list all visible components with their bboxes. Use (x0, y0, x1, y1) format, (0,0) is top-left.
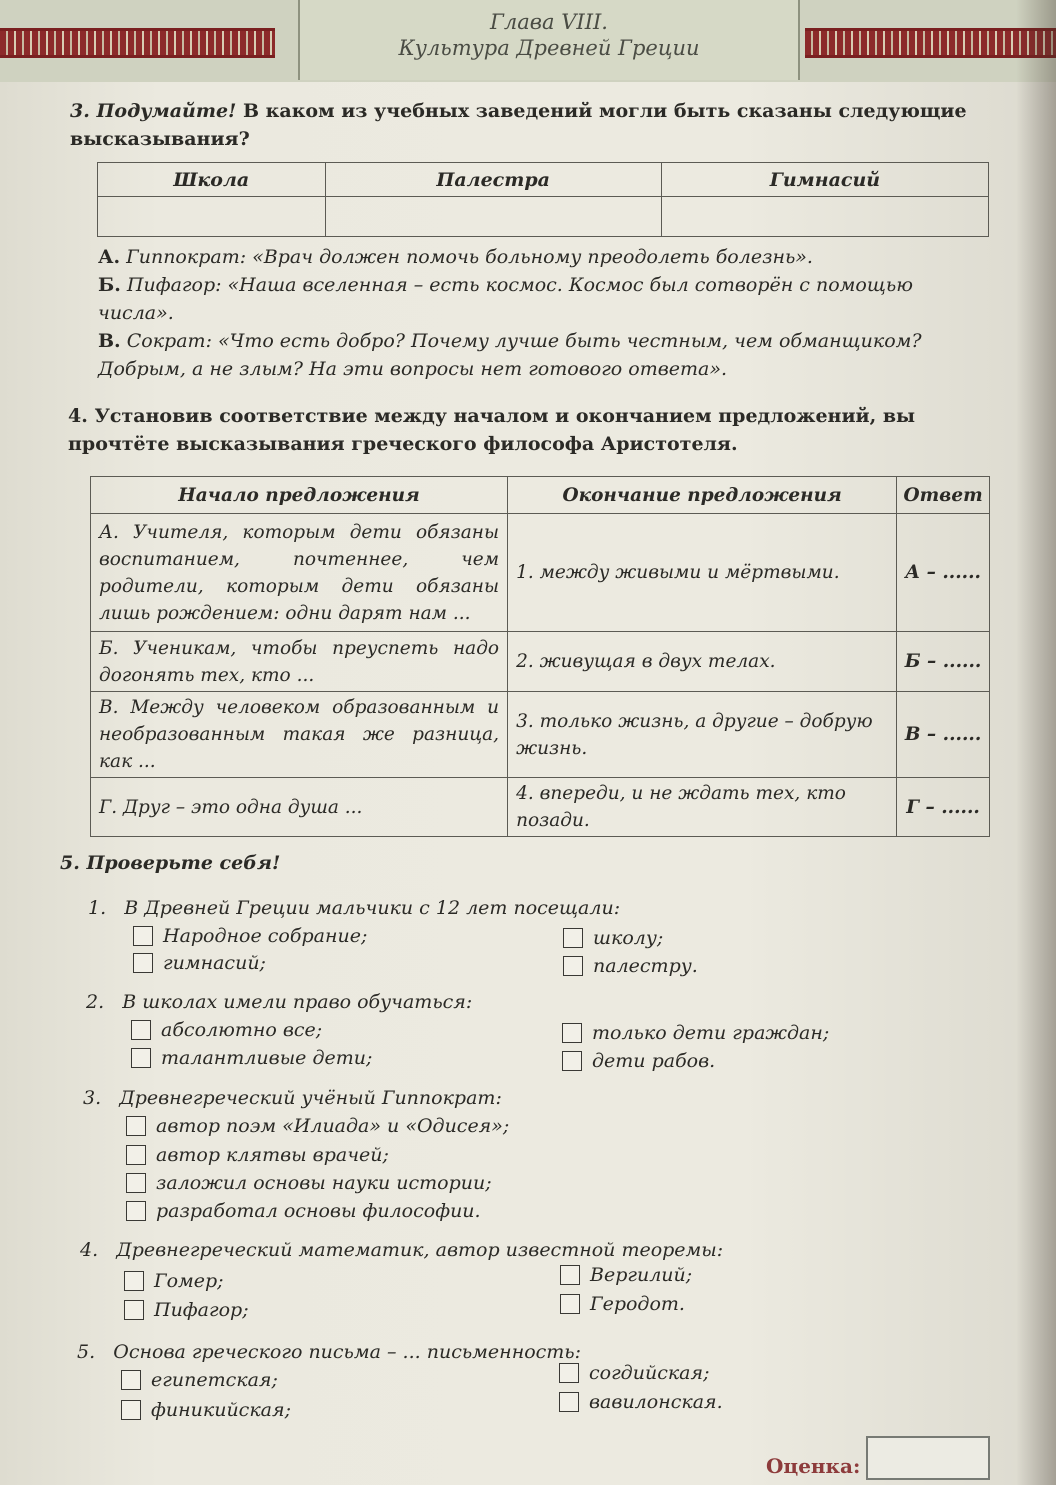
q4-row-b-begin: Б. Ученикам, чтобы преуспеть надо догонять тех, кто ... (91, 632, 508, 692)
q3-item-v (98, 327, 990, 383)
q5-4-text: Древнегреческий математик, автор известной теоремы: (116, 1239, 724, 1261)
q3-answer-gymnasium[interactable] (661, 197, 988, 237)
q4-row-b-answer[interactable]: Б – ...... (897, 632, 990, 692)
q5-5-option[interactable] (559, 1359, 710, 1387)
q3-table (97, 162, 989, 237)
checkbox[interactable] (126, 1116, 146, 1136)
checkbox[interactable] (560, 1265, 580, 1285)
q5-5-text: Основа греческого письма – ... письменность: (113, 1341, 582, 1363)
q4-row-a-answer[interactable]: А – ...... (897, 514, 990, 632)
option-label: финикийская; (151, 1399, 291, 1421)
checkbox[interactable] (121, 1370, 141, 1390)
q4-row-a-end: 1. между живыми и мёртвыми. (508, 514, 897, 632)
q4-row-b-end: 2. живущая в двух телах. (508, 632, 897, 692)
q4-row-g-begin: Г. Друг – это одна душа ... (91, 778, 508, 837)
checkbox[interactable] (126, 1145, 146, 1165)
ornament-left (0, 28, 275, 58)
q3-title-lead: 3. Подумайте! (70, 100, 237, 122)
checkbox[interactable] (121, 1400, 141, 1420)
q4-header-begin: Начало предложения (91, 477, 508, 514)
q4-header-end: Окончание предложения (508, 477, 897, 514)
q5-2-option[interactable] (562, 1047, 715, 1075)
checkbox[interactable] (562, 1023, 582, 1043)
q5-1-num: 1. (88, 897, 107, 919)
q5-1-option[interactable] (133, 922, 367, 950)
q5-1-text: В Древней Греции мальчики с 12 лет посещали: (124, 897, 621, 919)
q5-3-num: 3. (83, 1087, 102, 1109)
q5-5 (77, 1338, 581, 1366)
q3-title (70, 97, 990, 153)
q5-4-num: 4. (80, 1239, 99, 1261)
q3-item-v-text: Сократ: «Что есть добро? Почему лучше быть честным, чем обманщиком? Добрым, а не злым? На эти вопросы нет готового ответа». (98, 330, 922, 380)
q3-item-b-label: Б. (98, 274, 121, 296)
q3-item-v-label: В. (98, 330, 121, 352)
q5-4 (80, 1236, 723, 1264)
q5-2-num: 2. (86, 991, 105, 1013)
checkbox[interactable] (133, 926, 153, 946)
q3-item-b (98, 271, 990, 327)
option-label: палестру. (593, 955, 698, 977)
checkbox[interactable] (560, 1294, 580, 1314)
q5-4-option[interactable] (124, 1296, 249, 1324)
q4-row-g-end: 4. впереди, и не ждать тех, кто позади. (508, 778, 897, 837)
q5-1-option[interactable] (133, 949, 266, 977)
option-label: автор поэм «Илиада» и «Одисея»; (156, 1115, 510, 1137)
q5-4-option[interactable] (560, 1261, 692, 1289)
q3-col-palestra: Палестра (325, 163, 661, 197)
q4-row-g-answer[interactable]: Г – ...... (897, 778, 990, 837)
checkbox[interactable] (562, 1051, 582, 1071)
q3-item-a (98, 243, 990, 271)
checkbox[interactable] (124, 1300, 144, 1320)
q5-1 (88, 894, 620, 922)
q5-3-option[interactable] (126, 1197, 481, 1225)
q5-2-option[interactable] (131, 1016, 322, 1044)
q4-row-v-begin: В. Между человеком образованным и необразованным такая же разница, как ... (91, 692, 508, 778)
option-label: Народное собрание; (163, 925, 368, 947)
q5-4-option[interactable] (560, 1290, 685, 1318)
q5-5-option[interactable] (121, 1396, 291, 1424)
q5-3-option[interactable] (126, 1112, 509, 1140)
checkbox[interactable] (131, 1020, 151, 1040)
option-label: Геродот. (590, 1293, 685, 1315)
q3-answer-school[interactable] (98, 197, 326, 237)
q3-answer-palestra[interactable] (325, 197, 661, 237)
chapter-header (298, 0, 800, 80)
option-label: абсолютно все; (161, 1019, 323, 1041)
q5-1-option[interactable] (563, 924, 663, 952)
option-label: египетская; (151, 1369, 278, 1391)
checkbox[interactable] (131, 1048, 151, 1068)
option-label: автор клятвы врачей; (156, 1144, 389, 1166)
q3-col-school: Школа (98, 163, 326, 197)
grade-label: Оценка: (766, 1454, 861, 1478)
chapter-subtitle: Культура Древней Греции (398, 36, 700, 60)
checkbox[interactable] (563, 928, 583, 948)
q3-item-b-text: Пифагор: «Наша вселенная – есть космос. Космос был сотворён с помощью числа». (98, 274, 913, 324)
q5-5-option[interactable] (121, 1366, 278, 1394)
option-label: дети рабов. (592, 1050, 716, 1072)
checkbox[interactable] (563, 956, 583, 976)
q4-row (91, 692, 990, 778)
q4-row-a-begin: А. Учителя, которым дети обязаны воспитанием, почтеннее, чем родители, которым дети обязаны лишь рождением: одни дарят нам ... (91, 514, 508, 632)
q4-table (90, 476, 990, 837)
option-label: Гомер; (154, 1270, 224, 1292)
option-label: разработал основы философии. (156, 1200, 481, 1222)
q5-1-option[interactable] (563, 952, 698, 980)
q5-2-option[interactable] (131, 1044, 372, 1072)
q4-row-v-end: 3. только жизнь, а другие – добрую жизнь. (508, 692, 897, 778)
q4-row (91, 778, 990, 837)
option-label: заложил основы науки истории; (156, 1172, 492, 1194)
q5-2 (86, 988, 472, 1016)
q5-5-option[interactable] (559, 1388, 723, 1416)
page-edge-shadow (1016, 0, 1056, 1485)
option-label: школу; (593, 927, 664, 949)
option-label: вавилонская. (589, 1391, 723, 1413)
checkbox[interactable] (124, 1271, 144, 1291)
option-label: талантливые дети; (161, 1047, 373, 1069)
checkbox[interactable] (126, 1173, 146, 1193)
q5-2-option[interactable] (562, 1019, 829, 1047)
q3-col-gymnasium: Гимнасий (661, 163, 988, 197)
option-label: только дети граждан; (592, 1022, 830, 1044)
checkbox[interactable] (133, 953, 153, 973)
chapter-title: Глава VIII. (490, 10, 608, 34)
q3-item-a-text: Гиппократ: «Врач должен помочь больному преодолеть болезнь». (126, 246, 813, 268)
q4-title: 4. Установив соответствие между началом и окончанием предложений, вы прочтёте высказывания греческого философа Аристотеля. (68, 405, 916, 455)
q5-3-text: Древнегреческий учёный Гиппократ: (119, 1087, 502, 1109)
q5-3 (83, 1084, 502, 1112)
q3-item-a-label: А. (98, 246, 121, 268)
q4-header-answer: Ответ (897, 477, 990, 514)
q5-title: 5. Проверьте себя! (60, 852, 281, 874)
q5-2-text: В школах имели право обучаться: (122, 991, 473, 1013)
checkbox[interactable] (126, 1201, 146, 1221)
option-label: гимнасий; (163, 952, 266, 974)
option-label: Пифагор; (154, 1299, 249, 1321)
q5-3-option[interactable] (126, 1169, 492, 1197)
grade-box[interactable] (866, 1436, 990, 1480)
option-label: согдийская; (589, 1362, 710, 1384)
checkbox[interactable] (559, 1363, 579, 1383)
q4-row (91, 514, 990, 632)
q4-row-v-answer[interactable]: В – ...... (897, 692, 990, 778)
q5-5-num: 5. (77, 1341, 96, 1363)
q3-title-rest: В каком из учебных заведений могли быть сказаны следующие высказывания? (70, 100, 967, 150)
q5-4-option[interactable] (124, 1267, 224, 1295)
checkbox[interactable] (559, 1392, 579, 1412)
q4-row (91, 632, 990, 692)
option-label: Вергилий; (590, 1264, 693, 1286)
q5-3-option[interactable] (126, 1141, 389, 1169)
